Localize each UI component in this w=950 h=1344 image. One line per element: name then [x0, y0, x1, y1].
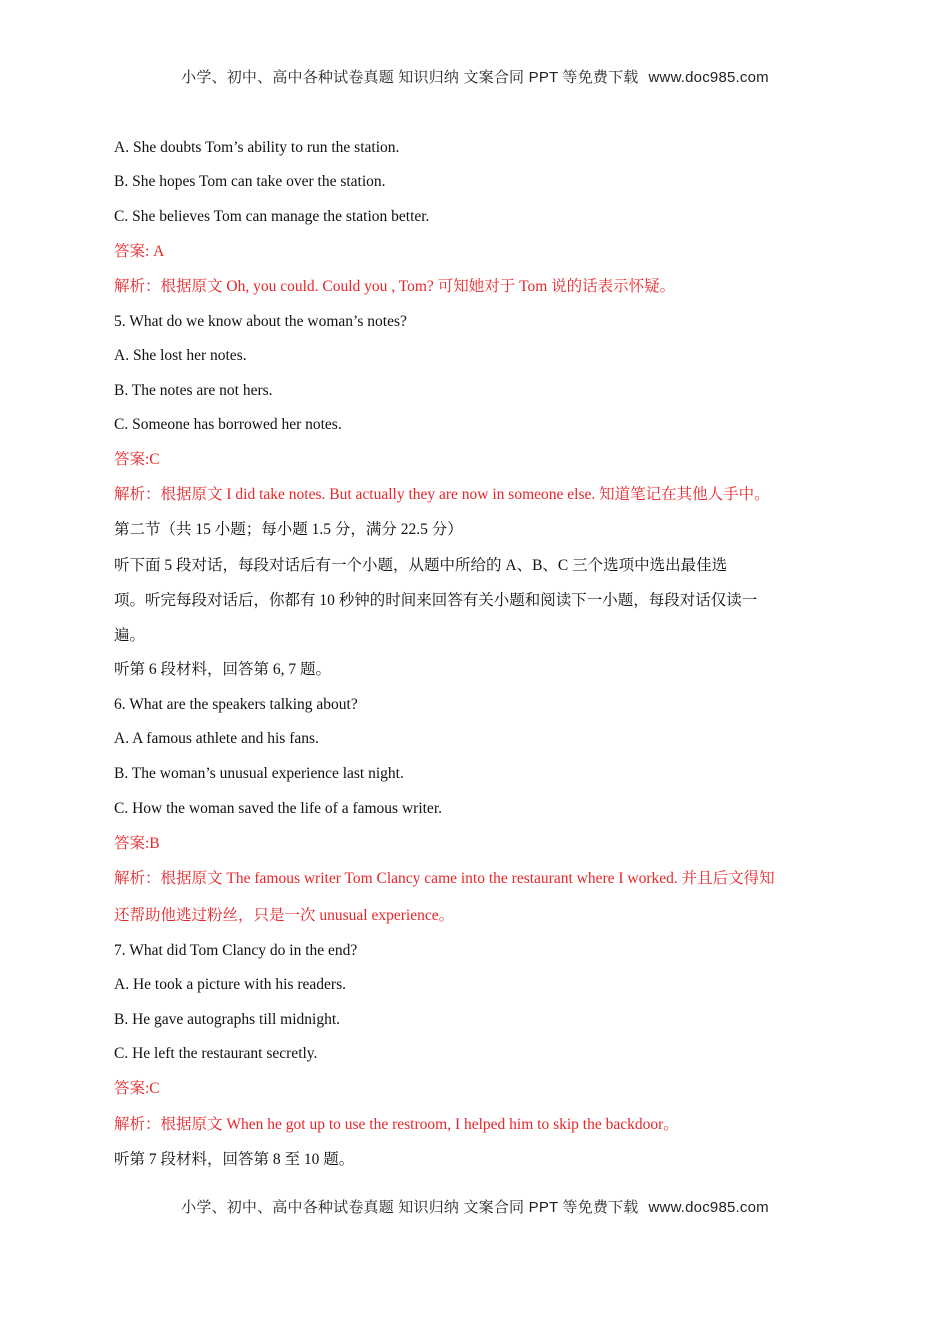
footer-site-link[interactable]: www.doc985.com — [648, 1199, 769, 1216]
text-line: 遍。 — [114, 627, 146, 644]
explanation-line: 解析：根据原文 The famous writer Tom Clancy came into the restaurant where I worked. 并且后文得知 — [114, 870, 775, 887]
option-line: C. He left the restaurant secretly. — [114, 1045, 318, 1062]
answer-line: 答案:B — [114, 835, 160, 852]
option-line: B. The woman’s unusual experience last night. — [114, 765, 404, 782]
explanation-line: 解析：根据原文 I did take notes. But actually they are now in someone else. 知道笔记在其他人手中。 — [114, 486, 770, 503]
instruction-line: 听第 6 段材料，回答第 6, 7 题。 — [114, 661, 332, 678]
answer-line: 答案:C — [114, 1080, 160, 1097]
question-line: 6. What are the speakers talking about? — [114, 696, 358, 713]
footer-banner-text: 小学、初中、高中各种试卷真题 知识归纳 文案合同 PPT 等免费下载 — [181, 1199, 639, 1216]
option-line: B. The notes are not hers. — [114, 382, 273, 399]
option-line: C. She believes Tom can manage the station better. — [114, 208, 430, 225]
header-banner-text: 小学、初中、高中各种试卷真题 知识归纳 文案合同 PPT 等免费下载 — [181, 69, 639, 86]
instruction-line: 听下面 5 段对话，每段对话后有一个小题，从题中所给的 A、B、C 三个选项中选出最佳选 — [114, 557, 728, 574]
section-heading: 第二节（共 15 小题；每小题 1.5 分，满分 22.5 分） — [114, 521, 463, 538]
text-line: 还帮助他逃过粉丝，只是一次 unusual experience。 — [114, 907, 455, 924]
answer-line: 答案:C — [114, 451, 160, 468]
option-line: A. He took a picture with his readers. — [114, 976, 347, 993]
explanation-line: 解析：根据原文 Oh, you could. Could you , Tom? 可知她对于 Tom 说的话表示怀疑。 — [114, 278, 676, 295]
explanation-line: 解析：根据原文 When he got up to use the restroom, I helped him to skip the backdoor。 — [114, 1116, 679, 1133]
text-line: 项。听完每段对话后，你都有 10 秒钟的时间来回答有关小题和阅读下一小题，每段对话仅读一 — [114, 592, 758, 609]
option-line: A. A famous athlete and his fans. — [114, 730, 319, 747]
header-banner — [0, 66, 950, 87]
option-line: B. She hopes Tom can take over the station. — [114, 173, 386, 190]
option-line: A. She doubts Tom’s ability to run the station. — [114, 139, 400, 156]
instruction-line: 听第 7 段材料，回答第 8 至 10 题。 — [114, 1151, 355, 1168]
option-line: B. He gave autographs till midnight. — [114, 1011, 341, 1028]
option-line: C. Someone has borrowed her notes. — [114, 416, 342, 433]
footer-banner — [0, 1196, 950, 1217]
option-line: A. She lost her notes. — [114, 347, 247, 364]
option-line: C. How the woman saved the life of a famous writer. — [114, 800, 442, 817]
question-line: 5. What do we know about the woman’s notes? — [114, 313, 407, 330]
answer-line: 答案: A — [114, 243, 165, 260]
question-line: 7. What did Tom Clancy do in the end? — [114, 942, 358, 959]
header-site-link[interactable]: www.doc985.com — [648, 69, 769, 86]
